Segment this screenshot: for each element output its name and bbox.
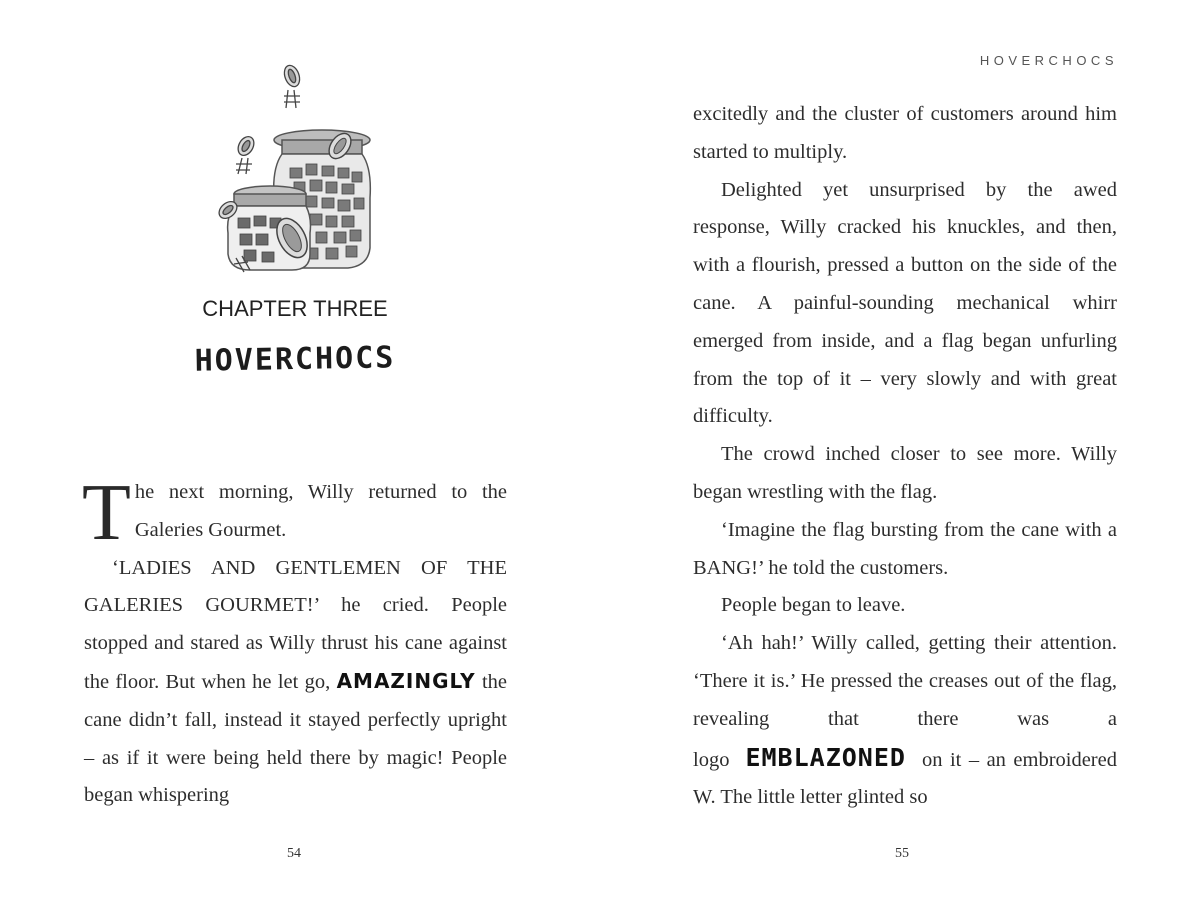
chapter-title: HOVERCHOCS [194, 340, 396, 379]
chapter-label: CHAPTER THREE [202, 296, 388, 321]
paragraph: excitedly and the cluster of customers around him started to multiply. [693, 103, 1117, 163]
paragraph-text: ‘Ah hah!’ Willy called, getting their attention. ‘There it is.’ He pressed the creases out of the flag, revealing that there was a logo [693, 632, 1117, 771]
paragraph [84, 550, 507, 816]
paragraph-text: on it – an embroidered W. The little letter glinted so [693, 748, 1117, 809]
paragraph [82, 469, 507, 557]
paragraph-text: he next morning, Willy returned to the Galeries Gourmet. [134, 481, 507, 541]
paragraph: The crowd inched closer to see more. Willy began wrestling with the flag. [693, 443, 1117, 503]
running-head: HOVERCHOCS [979, 53, 1118, 68]
right-page [600, 0, 1200, 921]
candy-jars-hoverchocs-illustration [210, 58, 380, 273]
right-body-text [693, 96, 1117, 817]
page-number: 54 [287, 846, 301, 861]
emphasis-word: AMAZINGLY [336, 668, 476, 693]
paragraph-text: ‘LADIES AND GENTLEMEN OF THE GALERIES GOURMET!’ he cried. People stopped and stared as Willy thrust his cane against the floor. But when he let go, [84, 556, 507, 693]
paragraph [693, 625, 1117, 817]
drop-cap: T [82, 469, 131, 557]
emphasis-word: EMBLAZONED [745, 742, 906, 772]
paragraph-text: the cane didn’t fall, instead it stayed perfectly upright – as if it were being held there by magic! People began whispering [84, 670, 507, 807]
page-number: 55 [895, 846, 909, 861]
paragraph: ‘Imagine the flag bursting from the cane with a BANG!’ he told the customers. [693, 518, 1117, 579]
left-body-text [82, 469, 507, 815]
paragraph: Delighted yet unsurprised by the awed response, Willy cracked his knuckles, and then, with a flourish, pressed a button on the side of the cane. A painful-sounding mechanical whirr emerged from inside, and a flag began unfurling from the top of it – very slowly and with great difficulty. [693, 178, 1117, 428]
paragraph: People began to leave. [721, 594, 906, 617]
